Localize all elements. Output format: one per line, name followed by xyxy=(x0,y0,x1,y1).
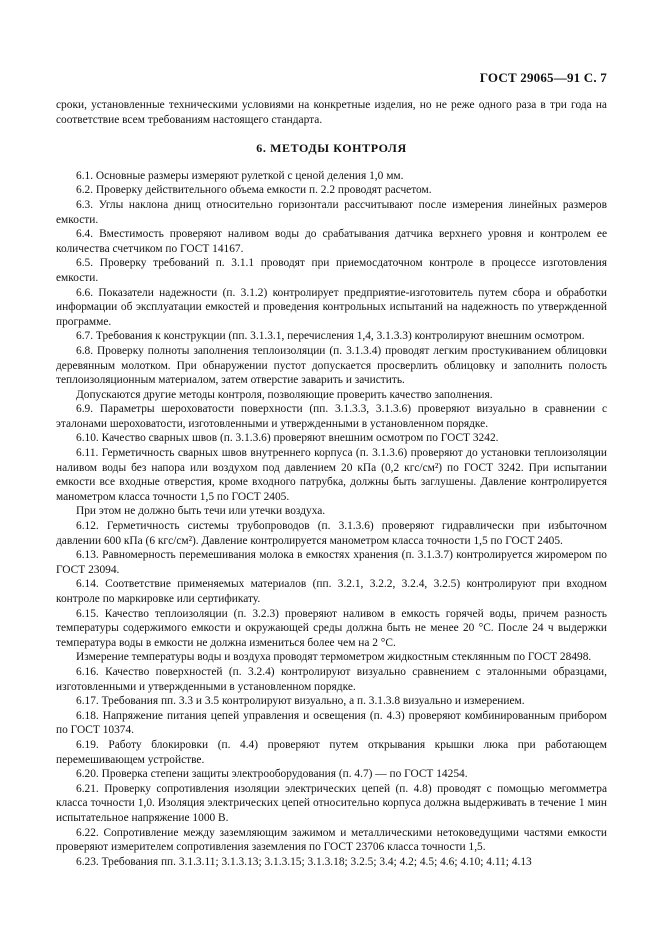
paragraph-6-11: 6.11. Герметичность сварных швов внутреннего корпуса (п. 3.1.3.6) проверяют до установки теплоизоляции наливом воды без напора или воздухом под давлением 20 кПа (0,2 кгс/см²) по ГОСТ 3242. При испытании емкости все входные отверстия, кроме входного патрубка, должны быть заглушены. Давление контролируется манометром класса точности 1,5 по ГОСТ 2405. xyxy=(56,447,607,503)
paragraph-6-18: 6.18. Напряжение питания цепей управления и освещения (п. 4.3) проверяют комбинированным прибором по ГОСТ 10374. xyxy=(56,709,607,737)
paragraph-6-7: 6.7. Требования к конструкции (пп. 3.1.3.1, перечисления 1,4, 3.1.3.3) контролируют внешним осмотром. xyxy=(76,330,585,343)
paragraph-6-6: 6.6. Показатели надежности (п. 3.1.2) контролирует предприятие-изготовитель путем сбора и обработки информации об эксплуатации емкостей и проведения контрольных испытаний на надежность по утвержденной программе. xyxy=(56,286,607,328)
paragraph-6-15-note: Измерение температуры воды и воздуха проводят термометром жидкостным стеклянным по ГОСТ 28498. xyxy=(76,651,592,664)
paragraph-6-16: 6.16. Качество поверхностей (п. 3.2.4) контролируют визуально сравнением с эталонными образцами, изготовленными и утвержденными в установленном порядке. xyxy=(56,665,607,693)
paragraph-6-23: 6.23. Требования пп. 3.1.3.11; 3.1.3.13; 3.1.3.15; 3.1.3.18; 3.2.5; 3.4; 4.2; 4.5; 4.6; 4.10; 4.11; 4.13 xyxy=(76,855,532,868)
paragraph-6-11-note: При этом не должно быть течи или утечки воздуха. xyxy=(76,505,326,518)
paragraph-6-3: 6.3. Углы наклона днищ относительно горизонтали рассчитывают после измерения линейных размеров емкости. xyxy=(56,198,607,226)
paragraph-6-15: 6.15. Качество теплоизоляции (п. 3.2.3) проверяют наливом в емкость горячей воды, причем разность температуры содержимого емкости и окружающей среды должна быть не менее 20 °С. После 24 ч выдержки температура воды в емкости не должна измениться более чем на 2 °С. xyxy=(56,607,607,649)
paragraph-6-12: 6.12. Герметичность системы трубопроводов (п. 3.1.3.6) проверяют гидравлически при избыточном давлении 600 кПа (6 кгс/см²). Давление контролируется манометром класса точности 1,5 по ГОСТ 2405. xyxy=(56,520,607,547)
paragraph-6-8: 6.8. Проверку полноты заполнения теплоизоляции (п. 3.1.3.4) проводят легким простукиванием облицовки деревянным молотком. При обнаружении пустот допускается просверлить облицовку и заполнить полость теплоизоляционным материалом, затем отверстие заварить и зачистить. xyxy=(56,344,607,387)
paragraph-6-2: 6.2. Проверку действительного объема емкости п. 2.2 проводят расчетом. xyxy=(76,184,432,197)
running-head: ГОСТ 29065—91 С. 7 xyxy=(479,70,607,85)
paragraph-6-1: 6.1. Основные размеры измеряют рулеткой с ценой деления 1,0 мм. xyxy=(76,169,404,182)
intro-paragraph: сроки, установленные техническими условиями на конкретные изделия, но не реже одного раза в три года на соответствие всем требованиям настоящего стандарта. xyxy=(56,99,607,126)
paragraph-6-8-note: Допускаются другие методы контроля, позволяющие проверить качество заполнения. xyxy=(76,388,493,401)
paragraph-6-17: 6.17. Требования пп. 3.3 и 3.5 контролируют визуально, а п. 3.1.3.8 визуально и измерением. xyxy=(76,695,525,708)
paragraph-6-21: 6.21. Проверку сопротивления изоляции электрических цепей (п. 4.8) проводят с помощью мегомметра класса точности 1,0. Изоляция электрических цепей относительно корпуса должна выдерживать в течение 1 мин испытательное напряжение 1000 В. xyxy=(56,782,607,824)
paragraph-6-13: 6.13. Равномерность перемешивания молока в емкостях хранения (п. 3.1.3.7) контролируется жиромером по ГОСТ 23094. xyxy=(56,549,607,576)
paragraph-6-19: 6.19. Работу блокировки (п. 4.4) проверяют путем открывания крышки люка при работающем перемешивающем устройстве. xyxy=(56,738,607,766)
paragraph-6-20: 6.20. Проверка степени защиты электрооборудования (п. 4.7) — по ГОСТ 14254. xyxy=(76,768,468,781)
paragraph-6-22: 6.22. Сопротивление между заземляющим зажимом и металлическими нетоковедущими частями емкости проверяют измерителем сопротивления заземления по ГОСТ 23706 класса точности 1,5. xyxy=(56,826,607,854)
document-body xyxy=(56,98,607,869)
paragraph-6-10: 6.10. Качество сварных швов (п. 3.1.3.6) проверяют внешним осмотром по ГОСТ 3242. xyxy=(76,432,499,445)
paragraph-6-9: 6.9. Параметры шероховатости поверхности (пп. 3.1.3.3, 3.1.3.6) проверяют визуально в сравнении с эталонами шероховатости, изготовленными и утвержденными в установленном порядке. xyxy=(56,403,607,430)
paragraph-6-4: 6.4. Вместимость проверяют наливом воды до срабатывания датчика верхнего уровня и контролем ее количества счетчиком по ГОСТ 14167. xyxy=(56,228,607,255)
paragraph-6-5: 6.5. Проверку требований п. 3.1.1 проводят при приемосдаточном контроле в процессе изготовления емкости. xyxy=(56,257,607,284)
section-title: 6. МЕТОДЫ КОНТРОЛЯ xyxy=(256,141,407,156)
paragraph-6-14: 6.14. Соответствие применяемых материалов (пп. 3.2.1, 3.2.2, 3.2.4, 3.2.5) контролируют при входном контроле по маркировке или сертификату. xyxy=(56,578,607,605)
